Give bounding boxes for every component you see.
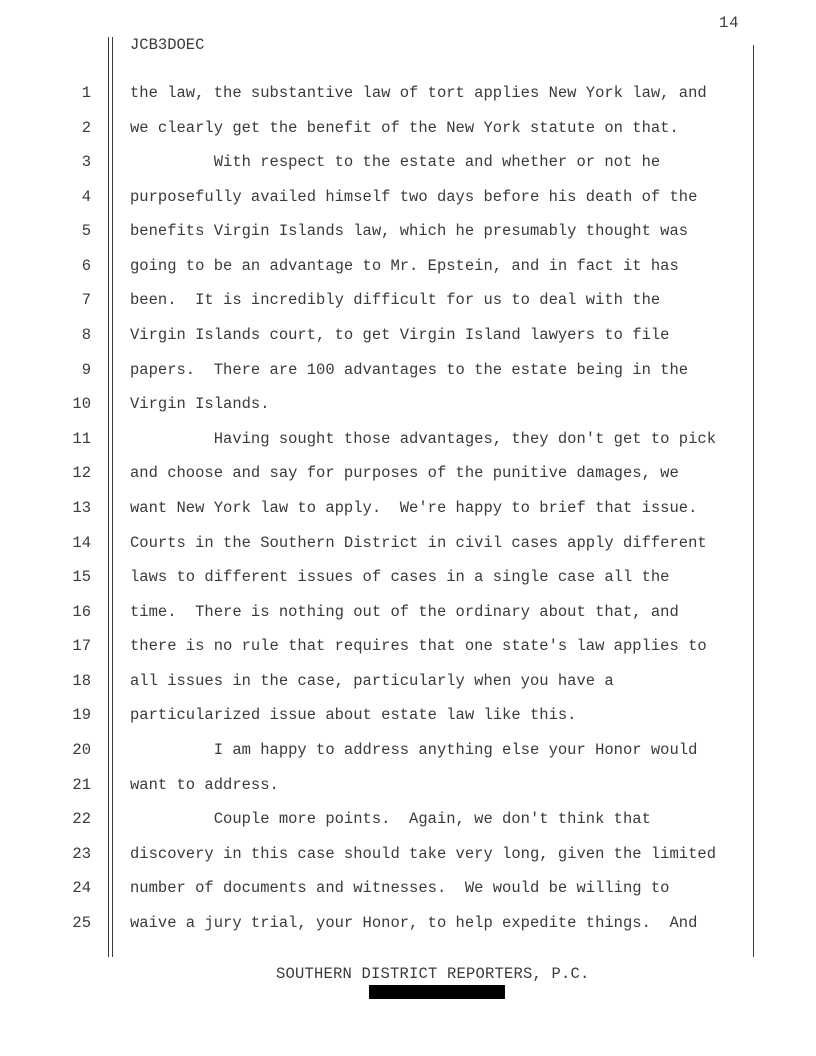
line-number: 2 — [81, 118, 91, 137]
line-number: 6 — [81, 256, 91, 275]
line-number: 23 — [72, 844, 91, 863]
line-number: 5 — [81, 222, 91, 241]
transcript-line — [0, 733, 750, 768]
transcript-line — [0, 595, 750, 630]
line-number: 8 — [81, 326, 91, 345]
transcript-line — [0, 629, 750, 664]
line-text: benefits Virgin Islands law, which he presumably thought was — [130, 222, 689, 241]
line-text: With respect to the estate and whether or not he — [130, 153, 661, 172]
line-number: 9 — [81, 360, 91, 379]
transcript-body — [0, 76, 750, 940]
line-text: all issues in the case, particularly when you have a — [130, 671, 614, 690]
transcript-line — [0, 768, 750, 803]
line-number: 10 — [72, 395, 91, 414]
transcript-line — [0, 111, 750, 146]
line-number: 13 — [72, 498, 91, 517]
line-number: 11 — [72, 429, 91, 448]
line-text: waive a jury trial, your Honor, to help expedite things. And — [130, 913, 698, 932]
line-text: Courts in the Southern District in civil cases apply different — [130, 533, 707, 552]
line-number: 1 — [81, 84, 91, 102]
line-text: I am happy to address anything else your Honor would — [130, 740, 698, 759]
line-number: 18 — [72, 671, 91, 690]
line-text: going to be an advantage to Mr. Epstein, and in fact it has — [130, 256, 679, 275]
line-number: 12 — [72, 464, 91, 483]
line-number: 20 — [72, 740, 91, 759]
transcript-line — [0, 353, 750, 388]
line-number: 4 — [81, 187, 91, 206]
transcript-line — [0, 145, 750, 180]
transcript-line — [0, 802, 750, 837]
footer-reporters: SOUTHERN DISTRICT REPORTERS, P.C. — [276, 965, 590, 983]
transcript-line — [0, 180, 750, 215]
transcript-line — [0, 698, 750, 733]
line-text: Virgin Islands. — [130, 395, 270, 414]
line-number: 3 — [81, 153, 91, 172]
line-text: purposefully availed himself two days before his death of the — [130, 187, 698, 206]
line-text: laws to different issues of cases in a single case all the — [130, 568, 670, 587]
line-number: 21 — [72, 775, 91, 794]
line-text: Having sought those advantages, they don't get to pick — [130, 429, 716, 448]
transcript-line — [0, 422, 750, 457]
page-number: 14 — [719, 14, 740, 32]
line-text: been. It is incredibly difficult for us to deal with the — [130, 291, 661, 310]
line-number: 17 — [72, 637, 91, 656]
line-text: the law, the substantive law of tort applies New York law, and — [130, 84, 707, 102]
line-number: 22 — [72, 810, 91, 829]
line-text: papers. There are 100 advantages to the estate being in the — [130, 360, 689, 379]
line-number: 16 — [72, 602, 91, 621]
transcript-line — [0, 249, 750, 284]
line-number: 15 — [72, 568, 91, 587]
right-rule — [753, 45, 754, 957]
transcript-line — [0, 837, 750, 872]
line-text: there is no rule that requires that one state's law applies to — [130, 637, 707, 656]
transcript-line — [0, 526, 750, 561]
line-number: 19 — [72, 706, 91, 725]
transcript-line — [0, 318, 750, 353]
line-text: number of documents and witnesses. We would be willing to — [130, 879, 670, 898]
transcript-line — [0, 283, 750, 318]
redaction-bar — [369, 985, 505, 999]
line-text: particularized issue about estate law like this. — [130, 706, 577, 725]
line-text: time. There is nothing out of the ordinary about that, and — [130, 602, 679, 621]
header-code: JCB3DOEC — [130, 36, 205, 54]
transcript-line — [0, 560, 750, 595]
transcript-line — [0, 76, 750, 111]
transcript-line — [0, 387, 750, 422]
line-text: Virgin Islands court, to get Virgin Island lawyers to file — [130, 326, 670, 345]
transcript-line — [0, 906, 750, 941]
transcript-line — [0, 491, 750, 526]
transcript-line — [0, 456, 750, 491]
line-text: want to address. — [130, 775, 279, 794]
line-text: Couple more points. Again, we don't think that — [130, 810, 651, 829]
line-text: want New York law to apply. We're happy to brief that issue. — [130, 498, 698, 517]
line-number: 24 — [72, 879, 91, 898]
line-number: 14 — [72, 533, 91, 552]
transcript-line — [0, 871, 750, 906]
transcript-line — [0, 664, 750, 699]
line-number: 7 — [81, 291, 91, 310]
line-number: 25 — [72, 913, 91, 932]
line-text: and choose and say for purposes of the punitive damages, we — [130, 464, 679, 483]
line-text: we clearly get the benefit of the New York statute on that. — [130, 118, 679, 137]
line-text: discovery in this case should take very long, given the limited — [130, 844, 716, 863]
transcript-line — [0, 214, 750, 249]
